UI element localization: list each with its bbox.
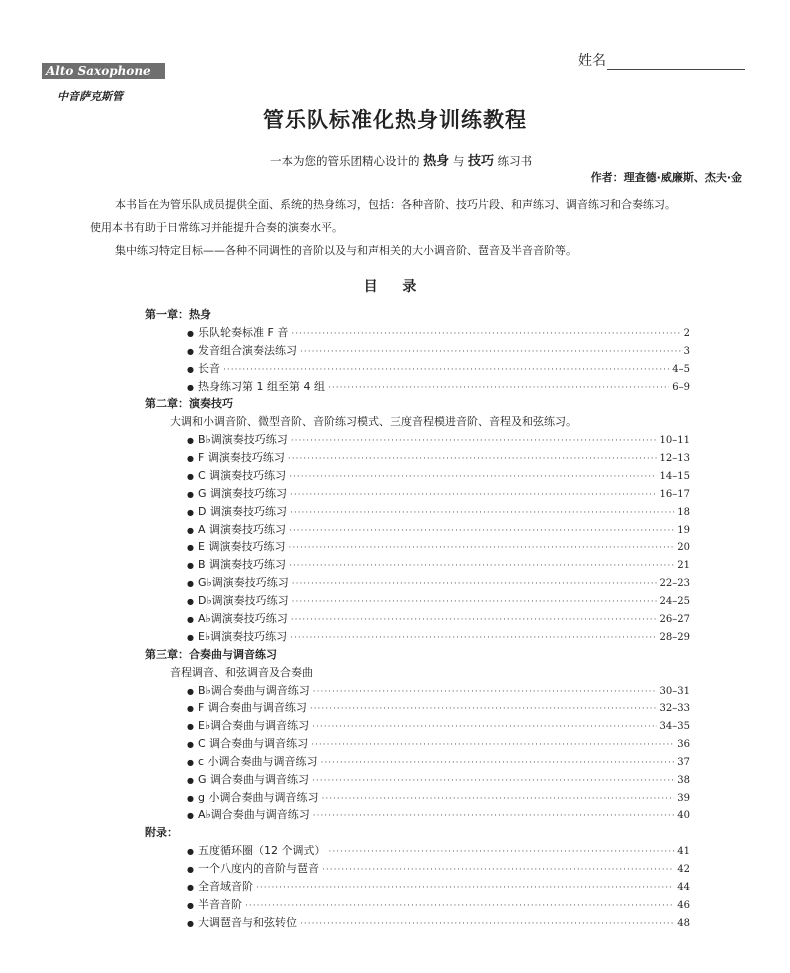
- dot-leader: [288, 451, 657, 469]
- toc-entry-page: 19: [677, 524, 690, 536]
- subtitle-pre: 一本为您的管乐团精心设计的: [270, 154, 420, 168]
- toc-entry[interactable]: [145, 324, 690, 342]
- toc-entry[interactable]: [145, 449, 690, 467]
- toc-entry[interactable]: [145, 789, 690, 807]
- toc-entry-label: g 小调合奏曲与调音练习: [198, 790, 319, 804]
- toc-entry[interactable]: [145, 842, 690, 860]
- dot-leader: [292, 594, 657, 612]
- dot-leader: [290, 487, 657, 505]
- toc-entry[interactable]: [145, 771, 690, 789]
- toc-entry-label: 乐队轮奏标准 F 音: [198, 326, 289, 339]
- toc-entry-label: F 调演奏技巧练习: [198, 451, 285, 465]
- intro-paragraph-1: 本书旨在为管乐队成员提供全面、系统的热身练习，包括：各种音阶、技巧片段、和声练习、调音练习和合奏练习。: [115, 198, 676, 211]
- toc-entry-page: 4–5: [672, 363, 690, 375]
- toc-entry[interactable]: [145, 556, 690, 574]
- bullet-icon: ●: [187, 489, 194, 499]
- bullet-icon: ●: [187, 793, 194, 803]
- bullet-icon: ●: [187, 882, 194, 892]
- toc-entry-page: 16–17: [659, 488, 690, 500]
- toc-entry[interactable]: [145, 342, 690, 360]
- bullet-icon: ●: [187, 382, 194, 392]
- toc-chapter-description: 大调和小调音阶、微型音阶、音阶练习模式、三度音程模进音阶、音程及和弦练习。: [170, 415, 577, 429]
- dot-leader: [311, 737, 674, 755]
- dot-leader: [290, 630, 656, 648]
- toc-entry-page: 48: [677, 917, 690, 929]
- toc-entry[interactable]: [145, 485, 690, 503]
- toc-entry[interactable]: [145, 431, 690, 449]
- toc-entry-page: 14–15: [659, 471, 690, 483]
- dot-leader: [313, 808, 675, 826]
- toc-entry-page: 39: [677, 792, 690, 804]
- author-line: 作者：理查德·威廉斯、杰夫·金: [590, 171, 742, 184]
- toc-entry[interactable]: [145, 360, 690, 378]
- bullet-icon: ●: [187, 525, 194, 535]
- bullet-icon: ●: [187, 329, 194, 338]
- instrument-badge: Alto Saxophone: [42, 63, 165, 79]
- toc-entry[interactable]: [145, 574, 690, 592]
- toc-entry-label: D♭调演奏技巧练习: [198, 593, 289, 607]
- bullet-icon: ●: [187, 775, 194, 785]
- dot-leader: [256, 880, 674, 898]
- toc-entry[interactable]: [145, 467, 690, 485]
- dot-leader: [291, 326, 680, 344]
- bullet-icon: ●: [187, 632, 194, 642]
- toc-chapter-heading: 第三章：合奏曲与调音练习: [145, 647, 277, 661]
- toc-entry-label: 一个八度内的音阶与琶音: [198, 862, 319, 876]
- dot-leader: [291, 433, 657, 451]
- toc-entry-label: G♭调演奏技巧练习: [198, 576, 289, 590]
- toc-entry-page: 30–31: [659, 685, 690, 697]
- bullet-icon: ●: [187, 722, 194, 732]
- dot-leader: [322, 862, 674, 880]
- toc-entry-label: B 调演奏技巧练习: [198, 558, 287, 572]
- toc-entry-label: E 调演奏技巧练习: [198, 540, 286, 554]
- bullet-icon: ●: [187, 436, 194, 446]
- bullet-icon: ●: [187, 614, 194, 624]
- toc-entry-label: 长音: [198, 361, 220, 375]
- bullet-icon: ●: [187, 811, 194, 821]
- toc-entry[interactable]: [145, 378, 690, 396]
- toc-entry-page: 12–13: [659, 453, 690, 465]
- subtitle-post: 练习书: [497, 154, 533, 168]
- dot-leader: [310, 701, 657, 719]
- toc-entry-label: E♭调演奏技巧练习: [198, 629, 288, 643]
- toc-entry-page: 24–25: [659, 595, 690, 607]
- bullet-icon: ●: [187, 757, 194, 767]
- toc-entry-label: c 小调合奏曲与调音练习: [198, 754, 318, 768]
- toc-title: 目 录: [363, 279, 427, 295]
- toc-entry-label: 大调琶音与和弦转位: [198, 915, 297, 929]
- toc-entry[interactable]: [145, 806, 690, 824]
- toc-entry-label: 半音音阶: [198, 897, 242, 911]
- bullet-icon: ●: [187, 865, 194, 875]
- dot-leader: [290, 505, 674, 523]
- toc-entry-page: 6–9: [672, 381, 690, 393]
- toc-entry-label: E♭调合奏曲与调音练习: [198, 719, 310, 733]
- toc-entry-label: 热身练习第 1 组至第 4 组: [198, 379, 325, 393]
- dot-leader: [288, 540, 674, 558]
- bullet-icon: ●: [187, 543, 194, 553]
- toc-entry-label: A♭调合奏曲与调音练习: [198, 808, 310, 822]
- toc-entry-page: 10–11: [659, 435, 690, 447]
- toc-entry-page: 41: [677, 846, 690, 858]
- intro-paragraph-2: 使用本书有助于日常练习并能提升合奏的演奏水平。: [90, 221, 343, 234]
- dot-leader: [292, 576, 657, 594]
- toc-entry[interactable]: [145, 682, 690, 700]
- bullet-icon: ●: [187, 847, 194, 857]
- toc-chapter-description: 音程调音、和弦调音及合奏曲: [170, 665, 313, 679]
- toc-entry[interactable]: [145, 592, 690, 610]
- dot-leader: [289, 469, 656, 487]
- toc-entry-label: D 调演奏技巧练习: [198, 504, 287, 518]
- toc-entry-label: A♭调演奏技巧练习: [198, 611, 288, 625]
- toc-entry-page: 38: [677, 774, 690, 786]
- toc-entry-label: A 调演奏技巧练习: [198, 522, 287, 536]
- toc-entry[interactable]: [145, 538, 690, 556]
- dot-leader: [289, 523, 674, 541]
- dot-leader: [321, 791, 674, 809]
- toc-entry[interactable]: [145, 735, 690, 753]
- bullet-icon: ●: [187, 900, 194, 910]
- bullet-icon: ●: [187, 364, 194, 374]
- toc-chapter-heading: 第一章：热身: [145, 308, 211, 321]
- toc-chapter-heading: 第二章：演奏技巧: [145, 397, 233, 411]
- dot-leader: [312, 773, 674, 791]
- dot-leader: [289, 558, 674, 576]
- toc-entry[interactable]: [145, 896, 690, 914]
- toc-entry-page: 32–33: [659, 703, 690, 715]
- toc-entry-page: 36: [677, 739, 690, 751]
- toc-entry-page: 34–35: [659, 721, 690, 733]
- toc-entry-page: 21: [677, 560, 690, 572]
- toc-entry-label: B♭调演奏技巧练习: [198, 433, 288, 447]
- toc-entry[interactable]: [145, 699, 690, 717]
- dot-leader: [300, 344, 681, 362]
- toc-entry-page: 42: [677, 864, 690, 876]
- bullet-icon: ●: [187, 704, 194, 714]
- toc-entry[interactable]: [145, 717, 690, 735]
- toc-entry-page: 26–27: [659, 613, 690, 625]
- toc-chapter-heading: 附录：: [145, 826, 178, 840]
- intro-paragraph-3: 集中练习特定目标——各种不同调性的音阶以及与和声相关的大小调音阶、琶音及半音音阶等。: [115, 244, 577, 257]
- toc-entry[interactable]: [145, 521, 690, 539]
- table-of-contents: [145, 306, 690, 931]
- subtitle: [270, 150, 532, 169]
- toc-entry[interactable]: [145, 878, 690, 896]
- bullet-icon: ●: [187, 596, 194, 606]
- book-title: 管乐队标准化热身训练教程: [263, 108, 527, 132]
- toc-entry[interactable]: [145, 628, 690, 646]
- bullet-icon: ●: [187, 686, 194, 696]
- toc-entry-page: 20: [677, 542, 690, 554]
- dot-leader: [245, 898, 674, 916]
- toc-entry-label: C 调合奏曲与调音练习: [198, 737, 309, 751]
- toc-entry[interactable]: [145, 610, 690, 628]
- bullet-icon: ●: [187, 918, 194, 928]
- instrument-name: 中音萨克斯管: [57, 90, 123, 103]
- toc-entry-page: 37: [677, 756, 690, 768]
- name-label: 姓名: [578, 53, 606, 69]
- toc-entry-page: 46: [677, 899, 690, 911]
- bullet-icon: ●: [187, 472, 194, 482]
- bullet-icon: ●: [187, 740, 194, 750]
- dot-leader: [312, 719, 656, 737]
- bullet-icon: ●: [187, 454, 194, 464]
- bullet-icon: ●: [187, 561, 194, 571]
- toc-entry-page: 3: [683, 345, 690, 357]
- toc-entry-page: 22–23: [659, 578, 690, 590]
- toc-entry-label: 全音域音阶: [198, 879, 253, 893]
- dot-leader: [329, 844, 675, 862]
- toc-entry[interactable]: [145, 860, 690, 878]
- subtitle-mid: 与: [452, 154, 465, 168]
- toc-entry-page: 2: [683, 328, 690, 339]
- toc-entry-label: G 调演奏技巧练习: [198, 486, 288, 500]
- dot-leader: [313, 684, 657, 702]
- name-blank-line: [607, 55, 745, 70]
- bullet-icon: ●: [187, 579, 194, 589]
- toc-entry-label: 五度循环圈（12 个调式）: [198, 844, 326, 858]
- dot-leader: [291, 612, 657, 630]
- toc-entry-page: 44: [677, 881, 690, 893]
- toc-entry-label: F 调合奏曲与调音练习: [198, 701, 307, 715]
- subtitle-emphasis-technique: 技巧: [467, 154, 494, 169]
- toc-entry-label: 发音组合演奏法练习: [198, 343, 297, 357]
- toc-entry-label: G 调合奏曲与调音练习: [198, 772, 310, 786]
- name-field: [578, 50, 745, 70]
- subtitle-emphasis-warmup: 热身: [423, 154, 450, 169]
- toc-entry-label: B♭调合奏曲与调音练习: [198, 683, 310, 697]
- toc-entry-label: C 调演奏技巧练习: [198, 469, 287, 483]
- toc-entry[interactable]: [145, 914, 690, 932]
- dot-leader: [328, 380, 669, 398]
- bullet-icon: ●: [187, 346, 194, 356]
- dot-leader: [321, 755, 675, 773]
- toc-entry-page: 28–29: [659, 631, 690, 643]
- toc-entry-page: 18: [677, 506, 690, 518]
- toc-entry[interactable]: [145, 503, 690, 521]
- toc-entry-page: 40: [677, 810, 690, 822]
- bullet-icon: ●: [187, 507, 194, 517]
- dot-leader: [300, 916, 674, 934]
- toc-entry[interactable]: [145, 753, 690, 771]
